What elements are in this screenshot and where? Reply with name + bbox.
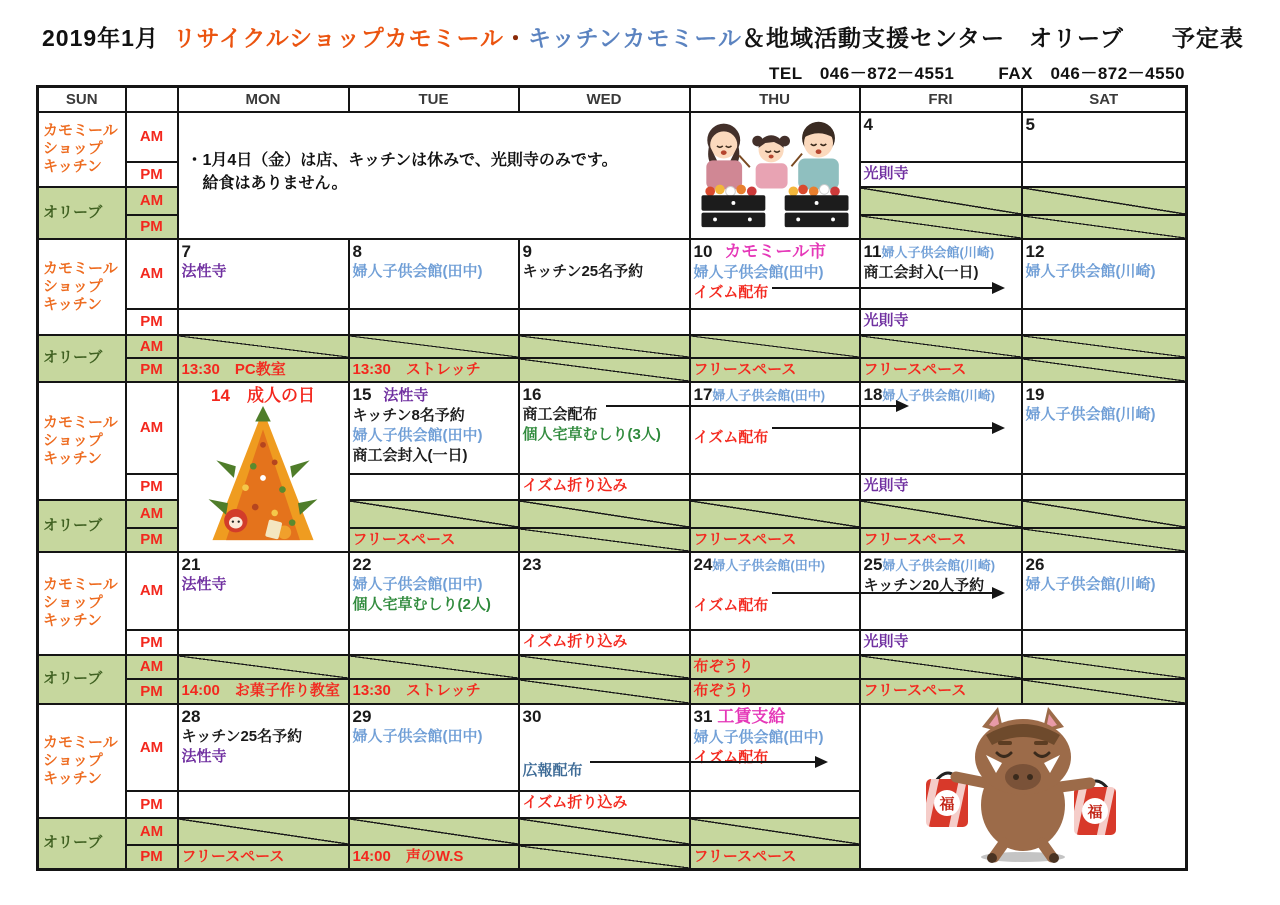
svg-text:福: 福	[939, 795, 955, 813]
event: フリースペース	[352, 530, 456, 548]
event: 個人宅草むしり(2人)	[352, 595, 491, 613]
title-shop: リサイクルショップカモミール	[172, 25, 505, 51]
cell-w4-fri-olive-am-crossed	[860, 655, 1022, 679]
title-month: 2019年1月	[42, 25, 159, 51]
cell-w4-sat-pm	[1022, 630, 1187, 655]
page-title	[42, 20, 1244, 53]
cell-w5-tue-olive-pm	[349, 845, 519, 870]
event: イズム配布	[693, 428, 769, 446]
pm-label: PM	[126, 791, 178, 818]
pm-label: PM	[126, 630, 178, 655]
date-16: 16	[522, 384, 542, 404]
header-tue: TUE	[349, 87, 519, 112]
cell-w2-fri-olive-pm	[860, 358, 1022, 382]
date-28: 28	[181, 706, 201, 726]
cell-w4-mon-am	[178, 552, 349, 630]
cell-w4-tue-am	[349, 552, 519, 630]
event: キッチン25名予約	[522, 262, 644, 280]
date-25: 25	[863, 554, 883, 574]
week2-olive-pm-row	[38, 358, 1187, 382]
olive-label: オリーブ	[38, 655, 126, 704]
holiday-title: 14 成人の日	[211, 385, 315, 405]
date-15: 15	[352, 384, 372, 404]
cell-w5-thu-pm	[690, 791, 860, 818]
header-sat: SAT	[1022, 87, 1187, 112]
title-kitchen: キッチンカモミール	[528, 25, 742, 51]
am-label: AM	[126, 239, 178, 309]
cell-w3-wed-olive-pm-crossed	[519, 528, 690, 552]
contact-line	[36, 59, 1185, 84]
header-fri: FRI	[860, 87, 1022, 112]
cell-w5-tue-olive-am-crossed	[349, 818, 519, 845]
event: イズム配布	[693, 596, 769, 614]
event: フリースペース	[693, 847, 797, 865]
event: 婦人子供会館(田中)	[693, 728, 824, 746]
cell-w5-thu-am	[690, 704, 860, 791]
cell-w4-sat-olive-am-crossed	[1022, 655, 1187, 679]
week4-olive-am-row	[38, 655, 1187, 679]
cell-w4-mon-olive-am-crossed	[178, 655, 349, 679]
shop-label: カモミール ショップ キッチン	[38, 704, 126, 818]
cell-w3-wed-pm	[519, 474, 690, 500]
event: フリースペース	[863, 530, 967, 548]
am-label: AM	[126, 112, 178, 162]
boar-illustration	[898, 705, 1148, 863]
calendar-table	[36, 85, 1188, 871]
cell-w3-tue-pm	[349, 474, 519, 500]
event: 光則寺	[863, 476, 909, 494]
schedule-arrow-w2-izumu	[772, 287, 1002, 289]
event-side: 婦人子供会館(田中)	[712, 387, 826, 403]
event: フリースペース	[693, 530, 797, 548]
cell-w4-thu-olive-pm	[690, 679, 860, 704]
event: フリースペース	[863, 360, 967, 378]
cell-w4-thu-olive-am	[690, 655, 860, 679]
schedule-arrow-w4-izumu	[772, 592, 1002, 594]
cell-w3-mon-holiday	[178, 382, 349, 552]
cell-w2-fri-am	[860, 239, 1022, 309]
event: キッチン25名予約	[181, 727, 303, 745]
week2-shop-pm-row	[38, 309, 1187, 335]
event: 光則寺	[863, 311, 909, 329]
cell-w2-fri-olive-am-crossed	[860, 335, 1022, 358]
cell-w3-wed-am	[519, 382, 690, 474]
schedule-arrow-w3-izumu	[772, 427, 1002, 429]
cell-w4-wed-am	[519, 552, 690, 630]
event: 婦人子供会館(田中)	[352, 426, 483, 444]
cell-w4-thu-pm	[690, 630, 860, 655]
cell-w2-mon-am	[178, 239, 349, 309]
am-label: AM	[126, 382, 178, 474]
shop-label: カモミール ショップ キッチン	[38, 239, 126, 335]
event: 婦人子供会館(川崎)	[1025, 405, 1156, 423]
event: フリースペース	[693, 360, 797, 378]
date-17: 17	[693, 384, 713, 404]
header-wed: WED	[519, 87, 690, 112]
event: 婦人子供会館(田中)	[352, 262, 483, 280]
cell-w1-fri-am	[860, 112, 1022, 162]
event: 婦人子供会館(川崎)	[1025, 262, 1156, 280]
cell-w3-fri-pm	[860, 474, 1022, 500]
pm-label: PM	[126, 358, 178, 382]
cell-w5-weekend-illustration	[860, 704, 1187, 870]
cell-w2-mon-pm	[178, 309, 349, 335]
event-side: 法性寺	[383, 386, 429, 404]
am-label: AM	[126, 500, 178, 528]
cell-w4-wed-pm	[519, 630, 690, 655]
date-4: 4	[863, 114, 873, 134]
svg-text:福: 福	[1087, 803, 1103, 821]
cell-w2-wed-olive-am-crossed	[519, 335, 690, 358]
event: フリースペース	[863, 681, 967, 699]
am-label: AM	[126, 818, 178, 845]
cell-w3-tue-am	[349, 382, 519, 474]
week4-shop-pm-row	[38, 630, 1187, 655]
pm-label: PM	[126, 309, 178, 335]
cell-w4-tue-olive-pm	[349, 679, 519, 704]
cell-w2-tue-am	[349, 239, 519, 309]
event: 13:30 PC教室	[181, 360, 286, 378]
cell-w3-thu-olive-am-crossed	[690, 500, 860, 528]
cell-w2-sat-pm	[1022, 309, 1187, 335]
week2-shop-am-row	[38, 239, 1187, 309]
date-18: 18	[863, 384, 883, 404]
am-label: AM	[126, 704, 178, 791]
event: 商工会配布	[522, 405, 598, 423]
cell-w3-fri-olive-pm	[860, 528, 1022, 552]
pm-label: PM	[126, 528, 178, 552]
event: 婦人子供会館(田中)	[693, 263, 824, 281]
date-8: 8	[352, 241, 362, 261]
event: 13:30 ストレッチ	[352, 360, 481, 378]
cell-w1-sat-olive-am-crossed	[1022, 187, 1187, 215]
cell-w2-mon-olive-pm	[178, 358, 349, 382]
cell-w1-note	[178, 112, 690, 239]
cell-w3-thu-pm	[690, 474, 860, 500]
cell-w2-thu-olive-pm	[690, 358, 860, 382]
cell-w2-thu-pm	[690, 309, 860, 335]
event: イズム配布	[693, 748, 769, 766]
cell-w5-wed-pm	[519, 791, 690, 818]
cell-w1-sat-olive-pm-crossed	[1022, 215, 1187, 239]
shop-label: カモミール ショップ キッチン	[38, 382, 126, 500]
header-thu: THU	[690, 87, 860, 112]
date-11: 11	[863, 241, 882, 261]
cell-w3-wed-olive-am-crossed	[519, 500, 690, 528]
event-side: 婦人子供会館(田中)	[712, 557, 826, 573]
title-separator: ・	[504, 25, 529, 51]
event: 光則寺	[863, 632, 909, 650]
cell-w4-mon-pm	[178, 630, 349, 655]
cell-w5-tue-am	[349, 704, 519, 791]
event: 婦人子供会館(川崎)	[1025, 575, 1156, 593]
bonfire-illustration	[205, 406, 321, 544]
olive-label: オリーブ	[38, 335, 126, 382]
olive-label: オリーブ	[38, 500, 126, 552]
family-meal-illustration	[693, 113, 857, 231]
date-31: 31	[693, 706, 713, 726]
event: イズム折り込み	[522, 476, 628, 494]
cell-w5-thu-olive-am-crossed	[690, 818, 860, 845]
event: 商工会封入(一日)	[863, 263, 979, 281]
event-title: 工賃支給	[717, 706, 786, 726]
cell-w3-thu-olive-pm	[690, 528, 860, 552]
date-24: 24	[693, 554, 713, 574]
cell-w5-tue-pm	[349, 791, 519, 818]
cell-w5-wed-olive-pm-crossed	[519, 845, 690, 870]
event: イズム配布	[693, 283, 769, 301]
cell-w3-fri-olive-am-crossed	[860, 500, 1022, 528]
am-label: AM	[126, 552, 178, 630]
cell-w5-wed-olive-am-crossed	[519, 818, 690, 845]
date-29: 29	[352, 706, 372, 726]
cell-w2-wed-olive-pm-crossed	[519, 358, 690, 382]
cell-w4-sat-am	[1022, 552, 1187, 630]
event: 広報配布	[522, 761, 583, 779]
date-7: 7	[181, 241, 191, 261]
event: イズム折り込み	[522, 793, 628, 811]
note-line-1: ・1月4日（金）は店、キッチンは休みで、光則寺のみです。	[186, 151, 618, 169]
week2-olive-am-row	[38, 335, 1187, 358]
week1-shop-am-row	[38, 112, 1187, 162]
fax-number: FAX 046－872－4550	[998, 64, 1185, 83]
cell-w1-fri-olive-pm-crossed	[860, 215, 1022, 239]
cell-w2-fri-pm	[860, 309, 1022, 335]
cell-w1-sat-pm	[1022, 162, 1187, 187]
header-sun: SUN	[38, 87, 126, 112]
schedule-arrow-w5-kouhou	[590, 761, 825, 763]
event: 法性寺	[181, 262, 227, 280]
event-side: 婦人子供会館(川崎)	[882, 557, 996, 573]
week3-shop-am-row	[38, 382, 1187, 474]
cell-w5-mon-olive-pm	[178, 845, 349, 870]
cell-w4-sat-olive-pm-crossed	[1022, 679, 1187, 704]
week4-shop-am-row	[38, 552, 1187, 630]
cell-w2-tue-olive-pm	[349, 358, 519, 382]
cell-w4-mon-olive-pm	[178, 679, 349, 704]
date-12: 12	[1025, 241, 1045, 261]
event: 布ぞうり	[693, 681, 754, 699]
event: 個人宅草むしり(3人)	[522, 425, 661, 443]
pm-label: PM	[126, 845, 178, 870]
pm-label: PM	[126, 215, 178, 239]
cell-w2-mon-olive-am-crossed	[178, 335, 349, 358]
date-26: 26	[1025, 554, 1045, 574]
event-side: 婦人子供会館(川崎)	[881, 244, 995, 260]
cell-w3-sat-olive-pm-crossed	[1022, 528, 1187, 552]
olive-label: オリーブ	[38, 818, 126, 870]
cell-w1-fri-pm	[860, 162, 1022, 187]
cell-w5-mon-am	[178, 704, 349, 791]
pm-label: PM	[126, 474, 178, 500]
event-title: カモミール市	[724, 241, 827, 261]
cell-w4-tue-olive-am-crossed	[349, 655, 519, 679]
cell-w2-sat-am	[1022, 239, 1187, 309]
event: 14:00 お菓子作り教室	[181, 681, 340, 699]
event: フリースペース	[181, 847, 285, 865]
event-side: 婦人子供会館(川崎)	[882, 387, 996, 403]
title-rest: ＆地域活動支援センター オリーブ 予定表	[741, 25, 1244, 51]
cell-w4-fri-pm	[860, 630, 1022, 655]
am-label: AM	[126, 187, 178, 215]
cell-w2-tue-olive-am-crossed	[349, 335, 519, 358]
event: キッチン8名予約	[352, 406, 465, 424]
cell-w4-wed-olive-pm-crossed	[519, 679, 690, 704]
cell-w4-thu-am	[690, 552, 860, 630]
cell-w3-sat-am	[1022, 382, 1187, 474]
olive-label: オリーブ	[38, 187, 126, 239]
date-30: 30	[522, 706, 542, 726]
cell-w3-sat-pm	[1022, 474, 1187, 500]
cell-w2-wed-pm	[519, 309, 690, 335]
event: 14:00 声のW.S	[352, 847, 464, 865]
date-23: 23	[522, 554, 542, 574]
date-10: 10	[693, 241, 713, 261]
event: イズム折り込み	[522, 632, 628, 650]
cell-w5-mon-pm	[178, 791, 349, 818]
header-mon: MON	[178, 87, 349, 112]
date-9: 9	[522, 241, 532, 261]
cell-w4-wed-olive-am-crossed	[519, 655, 690, 679]
header-blank	[126, 87, 178, 112]
schedule-arrow-w3-shoukoukai	[606, 405, 906, 407]
cell-w2-thu-am	[690, 239, 860, 309]
date-5: 5	[1025, 114, 1035, 134]
week5-shop-am-row	[38, 704, 1187, 791]
pm-label: PM	[126, 162, 178, 187]
date-19: 19	[1025, 384, 1045, 404]
tel-number: TEL 046－872－4551	[769, 64, 955, 83]
event: 婦人子供会館(田中)	[352, 575, 483, 593]
event: 法性寺	[181, 575, 227, 593]
date-21: 21	[181, 554, 201, 574]
cell-w5-mon-olive-am-crossed	[178, 818, 349, 845]
event: 商工会封入(一日)	[352, 446, 468, 464]
cell-w4-fri-olive-pm	[860, 679, 1022, 704]
event: キッチン20人予約	[863, 576, 985, 594]
event: 13:30 ストレッチ	[352, 681, 481, 699]
cell-w2-sat-olive-pm-crossed	[1022, 358, 1187, 382]
cell-w3-tue-olive-am-crossed	[349, 500, 519, 528]
event: 法性寺	[181, 747, 227, 765]
pm-label: PM	[126, 679, 178, 704]
cell-w1-sat-am	[1022, 112, 1187, 162]
shop-label: カモミール ショップ キッチン	[38, 552, 126, 655]
shop-label: カモミール ショップ キッチン	[38, 112, 126, 187]
date-22: 22	[352, 554, 372, 574]
cell-w4-tue-pm	[349, 630, 519, 655]
event: 光則寺	[863, 164, 909, 182]
weekday-header-row	[38, 87, 1187, 112]
cell-w2-tue-pm	[349, 309, 519, 335]
cell-w3-sat-olive-am-crossed	[1022, 500, 1187, 528]
note-line-2: 給食はありません。	[186, 174, 348, 192]
cell-w2-wed-am	[519, 239, 690, 309]
cell-w1-fri-olive-am-crossed	[860, 187, 1022, 215]
cell-w5-wed-am	[519, 704, 690, 791]
cell-w2-thu-olive-am-crossed	[690, 335, 860, 358]
event: 布ぞうり	[693, 657, 754, 675]
cell-w1-thu-illustration	[690, 112, 860, 239]
event: 婦人子供会館(田中)	[352, 727, 483, 745]
cell-w3-tue-olive-pm	[349, 528, 519, 552]
am-label: AM	[126, 655, 178, 679]
am-label: AM	[126, 335, 178, 358]
cell-w2-sat-olive-am-crossed	[1022, 335, 1187, 358]
cell-w5-thu-olive-pm	[690, 845, 860, 870]
week4-olive-pm-row	[38, 679, 1187, 704]
